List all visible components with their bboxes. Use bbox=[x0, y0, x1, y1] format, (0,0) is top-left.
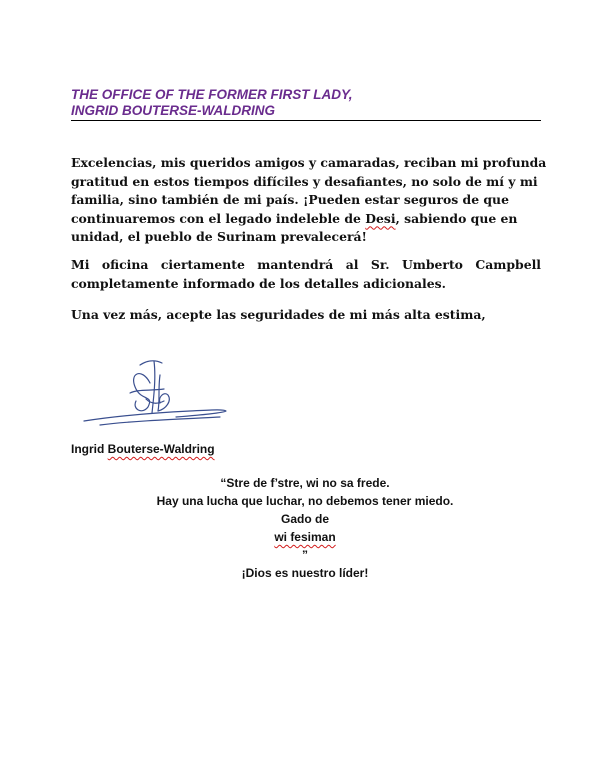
letterhead-line-1: THE OFFICE OF THE FORMER FIRST LADY, bbox=[71, 87, 353, 102]
text-segment: continuaremos con el legado indeleble de bbox=[71, 210, 366, 226]
paragraph-office: Mi oficina ciertamente mantendrá al Sr. Umberto Campbell completamente informado de los detalles adicionales. bbox=[71, 257, 541, 291]
quote-line: “Stre de f’stre, wi no sa frede. bbox=[220, 476, 390, 490]
handwritten-signature bbox=[80, 355, 230, 430]
letterhead bbox=[71, 87, 541, 121]
text-segment: Gado de bbox=[280, 512, 329, 526]
signer-name bbox=[71, 442, 215, 456]
spellcheck-word: Desi bbox=[365, 210, 396, 226]
spellcheck-word: wi fesiman bbox=[274, 530, 336, 544]
text-segment: ” bbox=[302, 548, 308, 562]
paragraph-line: unidad, el pueblo de Surinam prevalecerá! bbox=[71, 229, 367, 244]
quote-line: Hay una lucha que luchar, no debemos tener miedo. bbox=[156, 494, 454, 508]
paragraph-closing: Una vez más, acepte las seguridades de mi más alta estima, bbox=[71, 307, 486, 322]
letterhead-line-2: INGRID BOUTERSE-WALDRING bbox=[71, 103, 275, 118]
quote-line: ¡Dios es nuestro líder! bbox=[241, 566, 369, 580]
signer-first-name: Ingrid bbox=[71, 442, 108, 456]
signer-last-name: Bouterse-Waldring bbox=[107, 442, 215, 456]
quote-line bbox=[100, 510, 510, 564]
paragraph-gratitude bbox=[71, 154, 547, 247]
text-segment: , sabiendo que en bbox=[395, 210, 518, 226]
paragraph-line: gratitud en estos tiempos difíciles y desafiantes, no solo de mí y mi bbox=[71, 173, 538, 189]
paragraph-line: Excelencias, mis queridos amigos y camaradas, reciban mi profunda bbox=[71, 155, 547, 170]
paragraph-line: familia, sino también de mi país. ¡Pueden estar seguros de que bbox=[71, 192, 509, 207]
closing-quote bbox=[100, 474, 510, 582]
paragraph-line bbox=[71, 210, 541, 229]
